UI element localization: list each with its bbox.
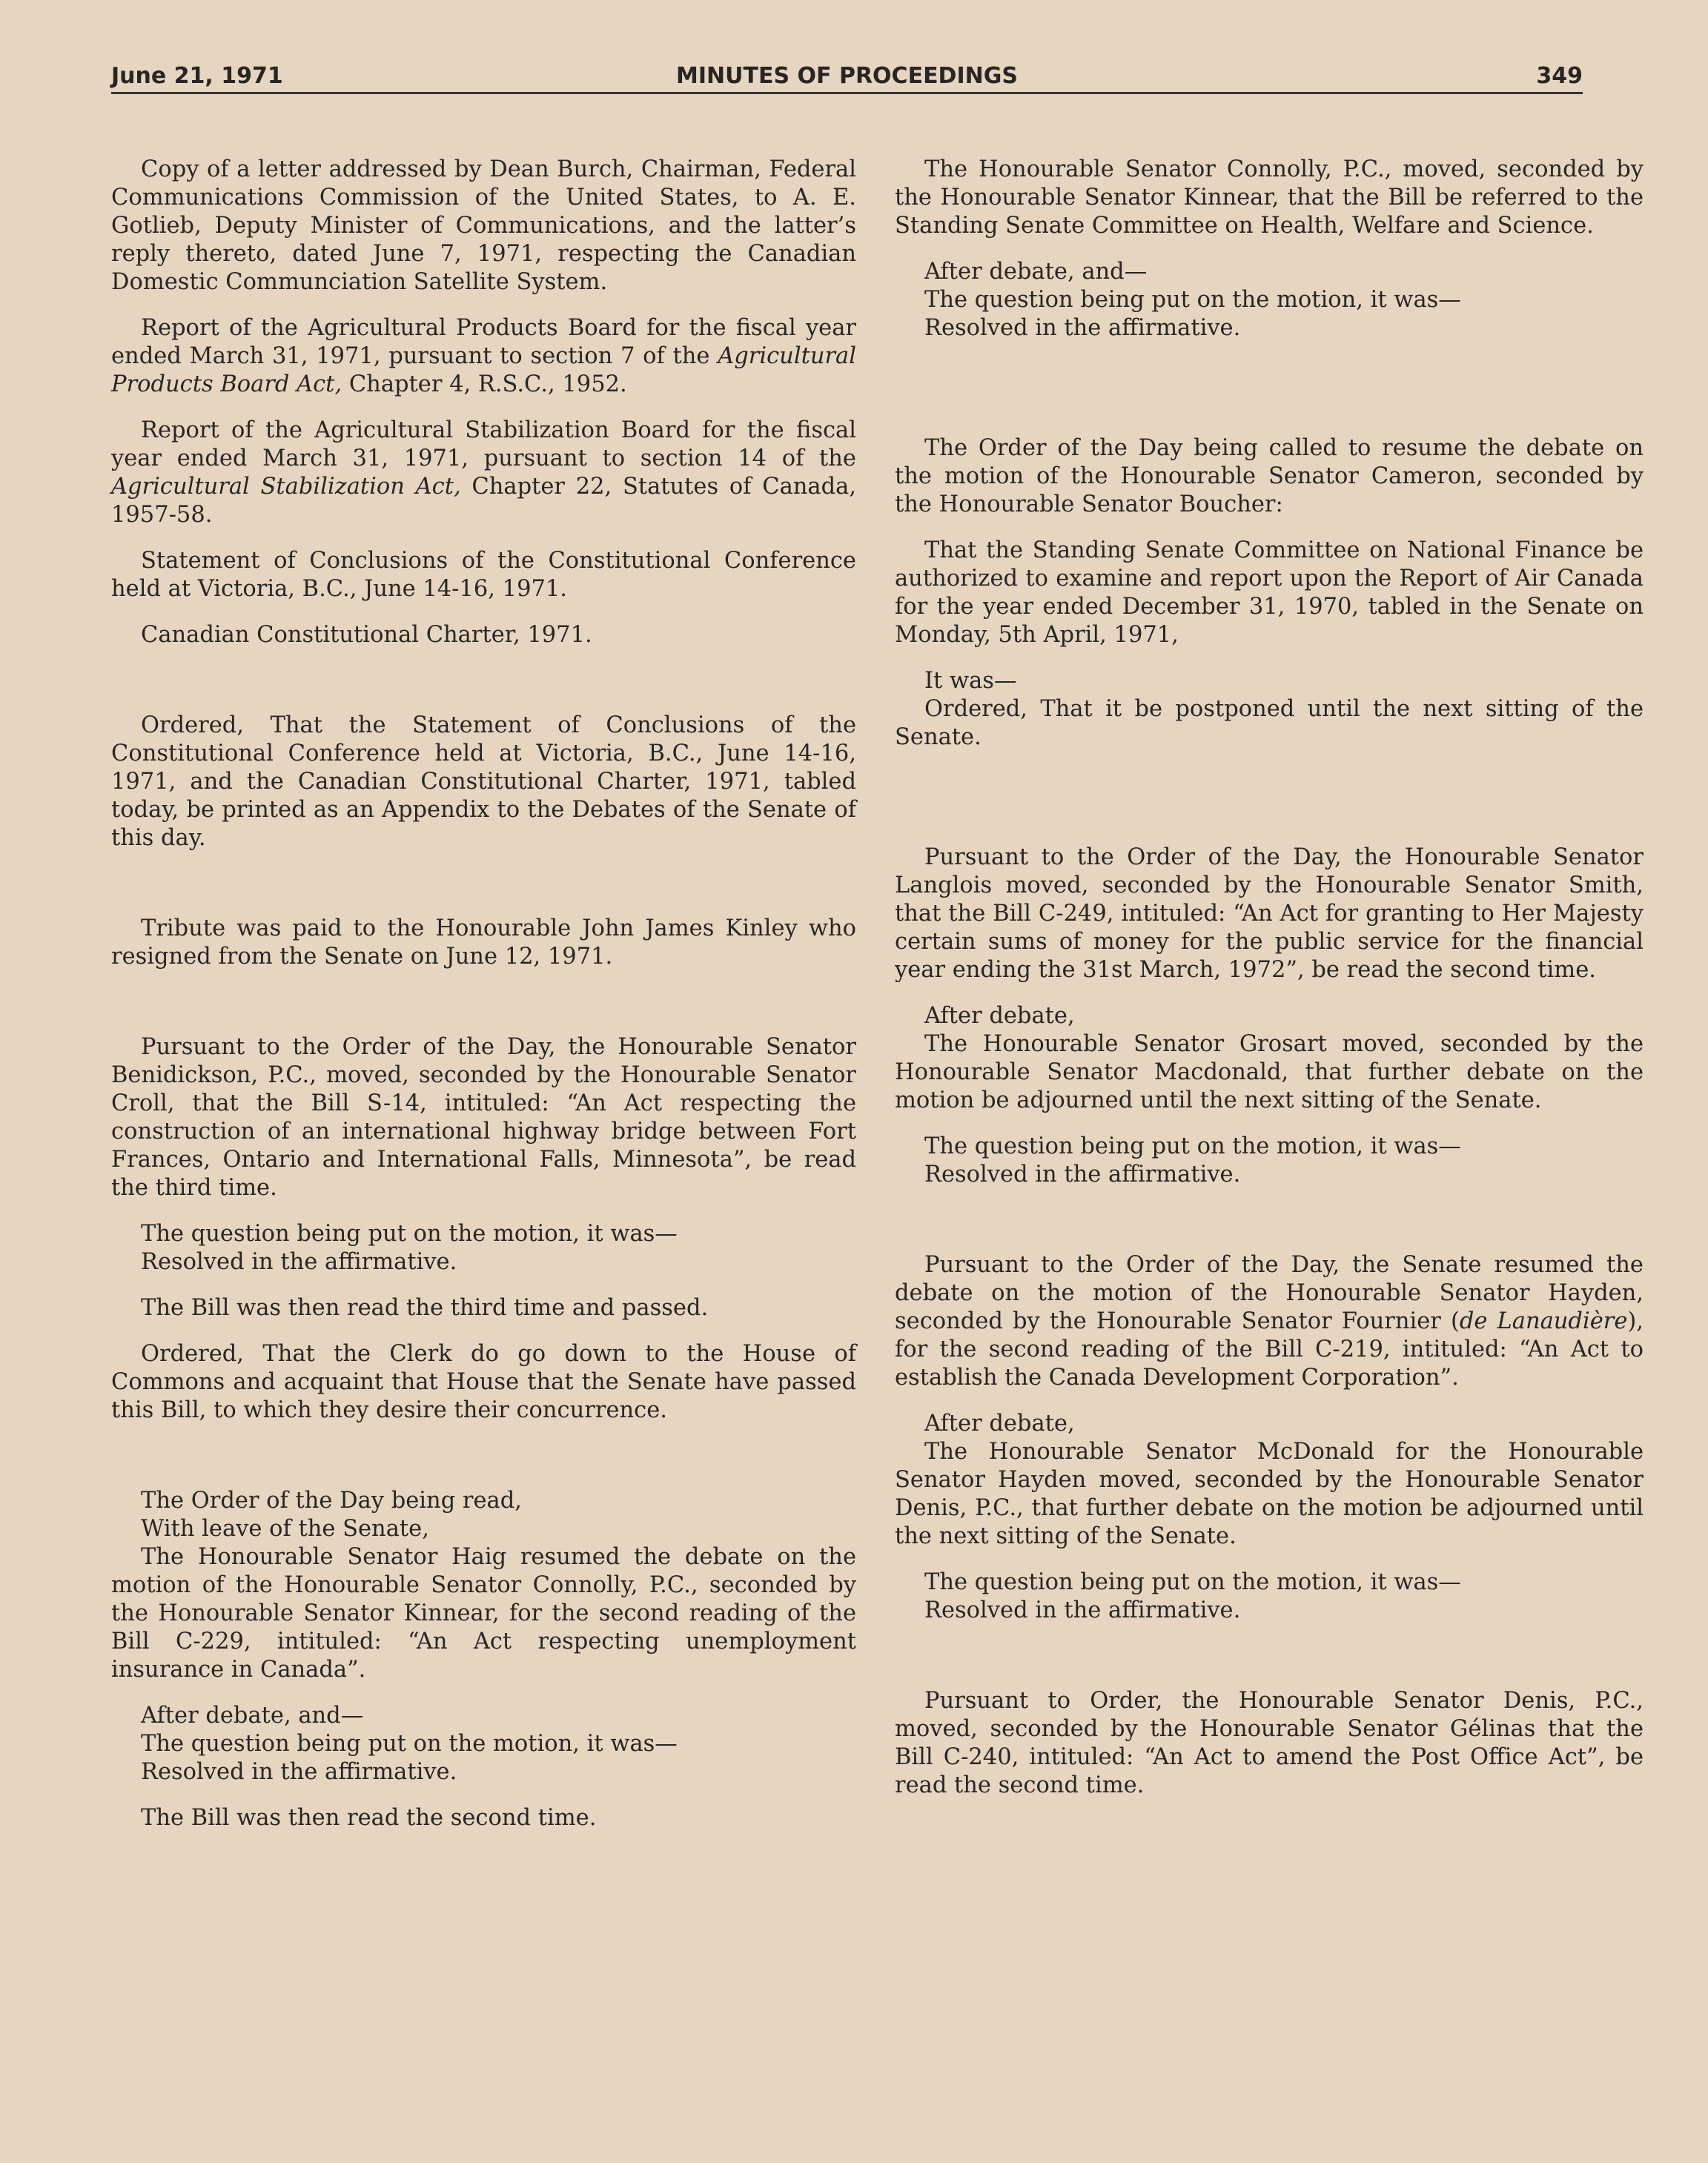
paragraph: The question being put on the motion, it was—: [924, 1133, 1461, 1159]
paragraph: The Honourable Senator Haig resumed the debate on the motion of the Honourable Senator Connolly, P.C., seconded by the Honourable Senator Kinnear, for the second reading of the Bill C-229, intituled: “An Act respecting unemployment insurance in Canada”.: [111, 1544, 856, 1683]
paragraph: After debate, and—: [141, 1703, 364, 1729]
paragraph: Ordered, That it be postponed until the next sitting of the Senate.: [895, 696, 1644, 750]
paragraph: The Order of the Day being read,: [141, 1488, 522, 1514]
paragraph: Report of the Agricultural Products Board for the fiscal year ended March 31, 1971, pursuant to section 7 of the Agricultural Products Board Act, Chapter 4, R.S.C., 1952.: [111, 315, 856, 397]
page-number: 349: [1536, 63, 1583, 89]
paragraph: The question being put on the motion, it was—: [141, 1221, 678, 1247]
paragraph: The Order of the Day being called to resume the debate on the motion of the Honourable Senator Cameron, seconded by the Honourable Senator Boucher:: [895, 435, 1644, 517]
paragraph: Statement of Conclusions of the Constitutional Conference held at Victoria, B.C., June 14-16, 1971.: [111, 548, 856, 602]
paragraph: The Honourable Senator Grosart moved, seconded by the Honourable Senator Macdonald, that further debate on the motion be adjourned until the next sitting of the Senate.: [895, 1031, 1644, 1113]
right-column: [895, 156, 1644, 1818]
paragraph: After debate, and—: [924, 259, 1148, 285]
place-name: de Lanaudière: [1459, 1308, 1628, 1334]
paragraph: After debate,: [924, 1411, 1075, 1437]
paragraph: The Honourable Senator McDonald for the Honourable Senator Hayden moved, seconded by the Honourable Senator Denis, P.C., that further debate on the motion be adjourned until the next sitting of the Senate.: [895, 1439, 1644, 1549]
paragraph: The Honourable Senator Connolly, P.C., moved, seconded by the Honourable Senator Kinnear, that the Bill be referred to the Standing Senate Committee on Health, Welfare and Science.: [895, 156, 1644, 239]
paragraph: Ordered, That the Statement of Conclusions of the Constitutional Conference held at Victoria, B.C., June 14-16, 1971, and the Canadian Constitutional Charter, 1971, tabled today, be printed as an Appendix to the Debates of the Senate of this day.: [111, 712, 856, 851]
running-header: [111, 59, 1583, 94]
paragraph: Resolved in the affirmative.: [924, 1597, 1241, 1623]
paragraph: Resolved in the affirmative.: [141, 1249, 457, 1275]
paragraph: The question being put on the motion, it was—: [924, 1569, 1461, 1595]
paragraph: With leave of the Senate,: [141, 1516, 429, 1542]
paragraph: Resolved in the affirmative.: [924, 1162, 1241, 1188]
paragraph: The question being put on the motion, it was—: [924, 287, 1461, 313]
act-title: Agricultural Stabilization Act,: [111, 474, 461, 500]
paragraph: Canadian Constitutional Charter, 1971.: [141, 622, 592, 648]
paragraph: It was—: [924, 668, 1017, 694]
paragraph: That the Standing Senate Committee on National Finance be authorized to examine and report upon the Report of Air Canada for the year ended December 31, 1970, tabled in the Senate on Monday, 5th April, 1971,: [895, 537, 1644, 648]
paragraph: The question being put on the motion, it was—: [141, 1731, 678, 1757]
paragraph: The Bill was then read the third time and passed.: [141, 1295, 709, 1321]
paragraph: Ordered, That the Clerk do go down to the House of Commons and acquaint that House that the Senate have passed this Bill, to which they desire their concurrence.: [111, 1341, 856, 1423]
paragraph: Pursuant to Order, the Honourable Senator Denis, P.C., moved, seconded by the Honourable Senator Gélinas that the Bill C-240, intituled: “An Act to amend the Post Office Act”, be read the second time.: [895, 1688, 1644, 1798]
paragraph: Copy of a letter addressed by Dean Burch, Chairman, Federal Communications Commission of the United States, to A. E. Gotlieb, Deputy Minister of Communications, and the latter’s reply thereto, dated June 7, 1971, respecting the Canadian Domestic Communciation Satellite System.: [111, 156, 856, 295]
paragraph: Pursuant to the Order of the Day, the Honourable Senator Langlois moved, seconded by the Honourable Senator Smith, that the Bill C-249, intituled: “An Act for granting to Her Majesty certain sums of money for the public service for the financial year ending the 31st March, 1972”, be read the second time.: [895, 844, 1644, 983]
paragraph: Pursuant to the Order of the Day, the Honourable Senator Benidickson, P.C., moved, seconded by the Honourable Senator Croll, that the Bill S-14, intituled: “An Act respecting the construction of an international highway bridge between Fort Frances, Ontario and International Falls, Minnesota”, be read the third time.: [111, 1034, 856, 1201]
left-column: [111, 156, 856, 1850]
paragraph: Resolved in the affirmative.: [924, 315, 1241, 341]
header-date: June 21, 1971: [111, 63, 283, 89]
header-title: MINUTES OF PROCEEDINGS: [676, 63, 1018, 89]
act-title: Agricultural Products Board Act,: [111, 343, 856, 397]
paragraph: Tribute was paid to the Honourable John James Kinley who resigned from the Senate on June 12, 1971.: [111, 915, 856, 970]
paragraph: After debate,: [924, 1003, 1075, 1029]
paragraph: Report of the Agricultural Stabilization Board for the fiscal year ended March 31, 1971, pursuant to section 14 of the Agricultural Stabilization Act, Chapter 22, Statutes of Canada, 1957-58.: [111, 417, 856, 528]
paragraph: Resolved in the affirmative.: [141, 1759, 457, 1785]
paragraph: Pursuant to the Order of the Day, the Senate resumed the debate on the motion of the Honourable Senator Hayden, seconded by the Honourable Senator Fournier (de Lanaudière), for the second reading of the Bill C-219, intituled: “An Act to establish the Canada Development Corporation”.: [895, 1252, 1644, 1391]
paragraph: The Bill was then read the second time.: [141, 1805, 597, 1831]
